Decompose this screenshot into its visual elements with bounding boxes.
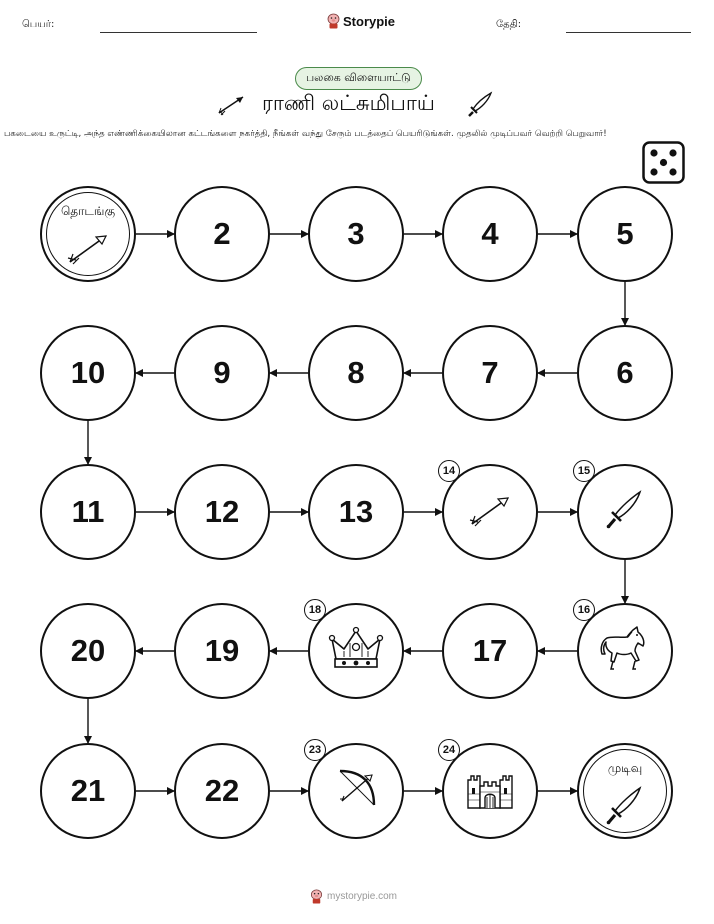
arrow-icon bbox=[64, 228, 112, 272]
board-space[interactable] bbox=[308, 464, 404, 560]
start-label: தொடங்கு bbox=[60, 204, 116, 218]
space-number: 13 bbox=[338, 494, 374, 529]
space-number-badge: 24 bbox=[438, 739, 460, 761]
sword-icon bbox=[605, 489, 645, 535]
end-space[interactable] bbox=[577, 743, 673, 839]
space-number: 11 bbox=[71, 494, 105, 529]
space-number: 10 bbox=[70, 355, 106, 390]
start-space[interactable] bbox=[40, 186, 136, 282]
name-label: பெயர்: bbox=[22, 19, 55, 30]
space-number-badge: 18 bbox=[304, 599, 326, 621]
date-label: தேதி: bbox=[496, 19, 522, 30]
crown-icon bbox=[328, 625, 384, 677]
board-space[interactable] bbox=[442, 186, 538, 282]
board-space[interactable] bbox=[442, 325, 538, 421]
board-space[interactable] bbox=[577, 186, 673, 282]
game-type-badge: பலகை விளையாட்டு bbox=[295, 67, 422, 90]
board-space[interactable] bbox=[442, 603, 538, 699]
board-space[interactable] bbox=[308, 325, 404, 421]
board-space[interactable] bbox=[308, 186, 404, 282]
space-number: 4 bbox=[481, 216, 499, 251]
space-number-badge: 16 bbox=[573, 599, 595, 621]
board-space[interactable] bbox=[577, 325, 673, 421]
horse-icon bbox=[599, 624, 651, 678]
space-number: 6 bbox=[616, 355, 634, 390]
space-number: 8 bbox=[347, 355, 365, 390]
pig-mascot-icon bbox=[310, 889, 323, 904]
space-number: 5 bbox=[616, 216, 634, 251]
space-number: 3 bbox=[347, 216, 365, 251]
bow-icon bbox=[332, 765, 380, 817]
board-space[interactable] bbox=[40, 743, 136, 839]
space-number: 9 bbox=[213, 355, 231, 390]
space-number: 7 bbox=[481, 355, 499, 390]
brand-name: Storypie bbox=[343, 13, 396, 29]
arrow-icon bbox=[466, 490, 514, 534]
footer-url: mystorypie.com bbox=[327, 891, 398, 902]
page-title: ராணி லட்சுமிபாய் bbox=[262, 91, 435, 115]
sword-icon bbox=[605, 785, 645, 831]
space-number: 17 bbox=[472, 633, 508, 668]
board-space[interactable] bbox=[174, 325, 270, 421]
footer bbox=[310, 889, 397, 904]
space-number: 2 bbox=[213, 216, 231, 251]
board-space[interactable] bbox=[174, 464, 270, 560]
space-number: 12 bbox=[204, 494, 240, 529]
board-space[interactable] bbox=[174, 603, 270, 699]
castle-icon bbox=[464, 766, 516, 816]
board-space[interactable] bbox=[40, 603, 136, 699]
board-space[interactable] bbox=[40, 325, 136, 421]
space-number: 19 bbox=[204, 633, 240, 668]
instructions: பகடையை உருட்டி, அந்த எண்ணிக்கையிலான கட்டங்களை நகர்த்தி, நீங்கள் வந்து சேரும் படத்தைப் பெயரிடுங்கள். முதலில் முடிப்பவர் வெற்றி பெறுவார்! bbox=[4, 129, 607, 139]
board-space[interactable] bbox=[174, 743, 270, 839]
end-label: முடிவு bbox=[607, 761, 643, 775]
space-number: 21 bbox=[70, 773, 106, 808]
space-number-badge: 23 bbox=[304, 739, 326, 761]
board-space[interactable] bbox=[40, 464, 136, 560]
board-space[interactable] bbox=[174, 186, 270, 282]
space-number: 20 bbox=[70, 633, 106, 668]
space-number: 22 bbox=[204, 773, 240, 808]
space-number-badge: 14 bbox=[438, 460, 460, 482]
space-number-badge: 15 bbox=[573, 460, 595, 482]
